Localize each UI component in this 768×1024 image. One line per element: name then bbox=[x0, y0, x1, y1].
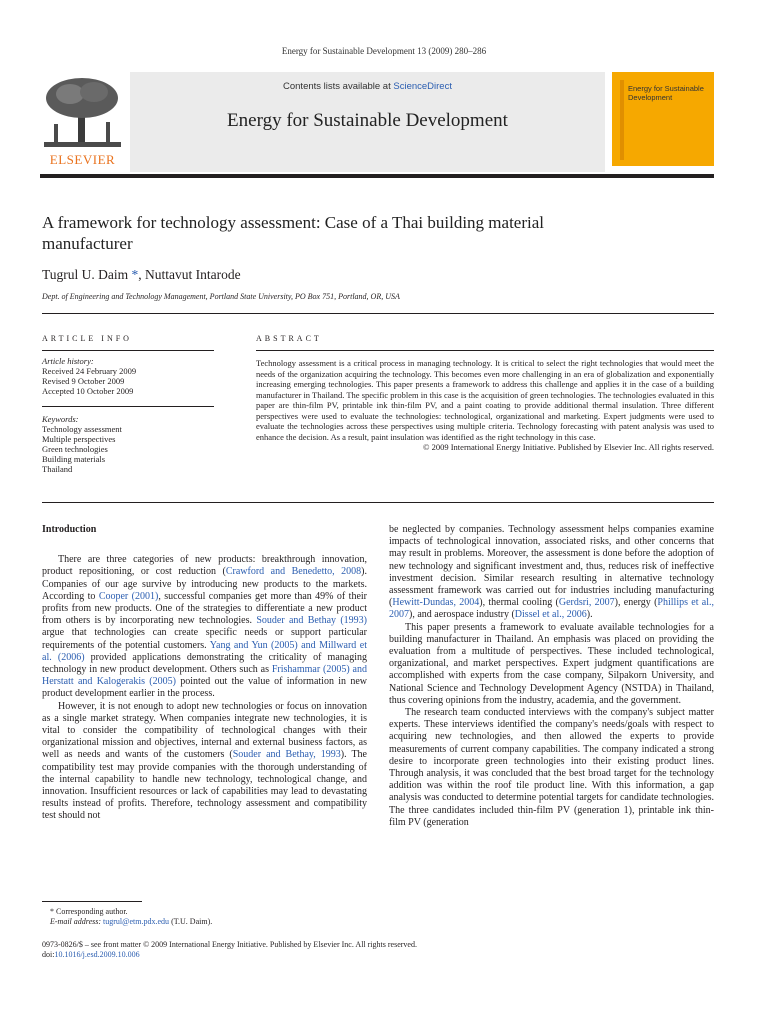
keyword: Thailand bbox=[42, 464, 73, 474]
journal-cover-thumbnail bbox=[612, 72, 714, 166]
issn-line: 0973-0826/$ – see front matter © 2009 International Energy Initiative. Published by Elsevier Inc. All rights reserved. bbox=[42, 940, 417, 949]
paragraph: be neglected by companies. Technology assessment helps companies examine impacts of technological innovation, associated risks, and other concerns that may result in problems. Moreover, the assessment is done before the adoption of new technology and significant investment and, thus, reduces risk of ineffective investment decision. Similar research resulting in alternative technology assessment framework was carried out for industries including manufacturing (Hewitt-Dundas, 2004), thermal cooling (Gerdsri, 2007), energy (Phillips et al., 2007), and aerospace industry (Dissel et al., 2006). bbox=[389, 524, 715, 621]
author-daim: Tugrul U. Daim bbox=[42, 267, 129, 282]
paragraph: However, it is not enough to adopt new technologies or focus on innovation as a single market strategy. When companies integrate new technologies, it is vital to consider the compatibility of technological changes with their organizational mission and objectives, internal and external business factors, as well as needs and wants of the customers (Souder and Bethay, 1993). The compatibility test may provide companies with the thorough understanding of the internal capability to handle new technology, technological change, and innovation. Insufficient resources or lack of capabilities may lead to devastating results instead of profits. Therefore, technology assessment and compatibility test should not bbox=[42, 700, 367, 822]
tree-logo-icon bbox=[40, 76, 125, 152]
publisher-logo-text: ELSEVIER bbox=[49, 152, 116, 167]
info-heading-rule bbox=[42, 350, 214, 351]
ref-link[interactable]: Dissel et al., 2006 bbox=[514, 609, 587, 621]
keywords-block bbox=[42, 414, 214, 474]
article-history bbox=[42, 356, 214, 396]
ref-link[interactable]: Cooper (2001) bbox=[98, 590, 159, 602]
footnote-rule bbox=[42, 901, 142, 902]
author-line bbox=[42, 267, 241, 283]
abstract-heading: ABSTRACT bbox=[256, 334, 322, 343]
paragraph: The research team conducted interviews with the company's subject matter experts. These interviews identified the company's needs/goals with respect to acquiring new technologies, and then allowed the experts to provide measurements of current company capabilities. The company indicated a strong desire to incorporate green technologies into their existing product lines. Through analysis, it was concluded that the best broad target for the technology addition was within the roof tile product line. With this information, a gap analysis was conducted to determine potential targets for candidate technologies. The three candidates included thin-film PV (generation 1), printable ink thin-film PV (generation bbox=[389, 707, 714, 828]
ref-link[interactable]: Crawford and Benedetto, 2008 bbox=[225, 566, 362, 578]
affiliation: Dept. of Engineering and Technology Management, Portland State University, PO Box 751, Portland, OR, USA bbox=[42, 292, 400, 301]
footnote-corresponding bbox=[50, 907, 212, 927]
author-intarode: , Nuttavut Intarode bbox=[138, 267, 241, 282]
revised-date: Revised 9 October 2009 bbox=[42, 376, 125, 386]
section-heading-introduction: Introduction bbox=[42, 524, 97, 535]
abstract-copyright: © 2009 International Energy Initiative. Published by Elsevier Inc. All rights reserved. bbox=[423, 442, 714, 452]
contents-prefix: Contents lists available at bbox=[283, 81, 394, 92]
ref-link[interactable]: Gerdsri, 2007 bbox=[558, 597, 615, 609]
doi-link[interactable]: 10.1016/j.esd.2009.10.006 bbox=[54, 950, 140, 959]
journal-banner bbox=[130, 72, 605, 172]
article-info-heading: ARTICLE INFO bbox=[42, 334, 132, 343]
keyword: Building materials bbox=[42, 454, 106, 464]
ref-link[interactable]: Phillips et al., 2007 bbox=[389, 597, 715, 621]
keyword: Multiple perspectives bbox=[42, 434, 116, 444]
keyword: Green technologies bbox=[42, 444, 108, 454]
keywords-label: Keywords: bbox=[42, 414, 79, 424]
body-column-right bbox=[389, 524, 714, 829]
article-title: A framework for technology assessment: Case of a Thai building material manufacturer bbox=[42, 213, 544, 253]
corresponding-author-note: * Corresponding author. bbox=[50, 907, 128, 916]
body-column-left bbox=[42, 524, 367, 823]
paragraph: This paper presents a framework to evaluate available technologies for a building manufacturer in Thailand. An emphasis was placed on providing the evaluation from a multitude of perspectives. These included technological, organizational, and market perspectives. Expert judgment quantifications are accomplished with experts from the case company, Silpakorn University, and National Science and Technology Development Agency (NSTDA) in Thailand, thus covering opinions from the industry, academia, and the government. bbox=[389, 621, 714, 706]
keyword: Technology assessment bbox=[42, 424, 122, 434]
keywords-rule bbox=[42, 406, 214, 407]
sciencedirect-link[interactable]: ScienceDirect bbox=[393, 81, 452, 92]
email-line: E-mail address: tugrul@etm.pdx.edu (T.U. Daim). bbox=[50, 917, 213, 926]
abstract-bottom-rule bbox=[42, 502, 714, 503]
elsevier-logo bbox=[40, 76, 125, 168]
ref-link[interactable]: Frishammar (2005) and Herstatt and Kalogerakis (2005) bbox=[42, 664, 367, 688]
header-rule bbox=[40, 174, 714, 178]
abstract-heading-rule bbox=[256, 350, 714, 351]
abstract-text: Technology assessment is a critical process in managing technology. It is critical to select the right technologies that would meet the needs of the organization acquiring the technology. This becomes even more challenging in an era of globalization and exponentially increasing emerging technologies. This paper presents a framework to address this challenge and applies it in the case of a building manufacturer in Thailand. The specific problem in this case is the acquisition of green technologies. The technologies evaluated in this paper are thin-film PV, printable ink thin-film PV, and a paint coating to provide additional thermal insulation. Three different perspectives were used to evaluate the technologies: technological, organizational and marketing. Expert judgments were used to evaluate the technologies across these perspectives using multiple criteria. Technology forecasting with patent analysis was used to enhance the decision. As a result, paint insulation was identified as the right technology in this case. bbox=[256, 358, 714, 442]
journal-citation: Energy for Sustainable Development 13 (2009) 280–286 bbox=[281, 46, 487, 56]
info-top-rule bbox=[42, 313, 714, 314]
front-matter-notice bbox=[42, 940, 417, 960]
paragraph: There are three categories of new products: breakthrough innovation, product repositioning, or cost reduction (Crawford and Benedetto, 2008). Companies of our age survive by introducing new products to the markets. According to Cooper (2001), successful companies get more than 49% of their profits from new products. One of the strategies to differentiate a new product from others is by incorporating new technologies. Souder and Bethay (1993) argue that technologies can create specific needs or support particular requirements of the potential customers. Yang and Yun (2005) and Millward et al. (2006) provided applications demonstrating the criticality of managing technology in new product development. Others such as Frishammar (2005) and Herstatt and Kalogerakis (2005) pointed out the value of information in new product development earlier in the process. bbox=[42, 554, 367, 700]
received-date: Received 24 February 2009 bbox=[42, 366, 137, 376]
journal-title: Energy for Sustainable Development bbox=[227, 110, 508, 131]
ref-link[interactable]: Yang and Yun (2005) and Millward et al. (2006) bbox=[42, 639, 367, 663]
ref-link[interactable]: Souder and Bethay, 1993 bbox=[232, 749, 341, 761]
cover-title: Energy for Sustainable Development bbox=[628, 84, 704, 102]
corresponding-author-link[interactable]: * bbox=[131, 267, 139, 282]
history-label: Article history: bbox=[42, 356, 94, 366]
contents-line bbox=[130, 81, 605, 92]
email-link[interactable]: tugrul@etm.pdx.edu bbox=[103, 917, 170, 926]
ref-link[interactable]: Hewitt-Dundas, 2004 bbox=[392, 597, 480, 609]
abstract-body bbox=[256, 358, 714, 453]
doi-line: doi:10.1016/j.esd.2009.10.006 bbox=[42, 950, 140, 959]
cover-accent bbox=[620, 80, 624, 160]
accepted-date: Accepted 10 October 2009 bbox=[42, 386, 134, 396]
ref-link[interactable]: Souder and Bethay (1993) bbox=[256, 615, 367, 627]
